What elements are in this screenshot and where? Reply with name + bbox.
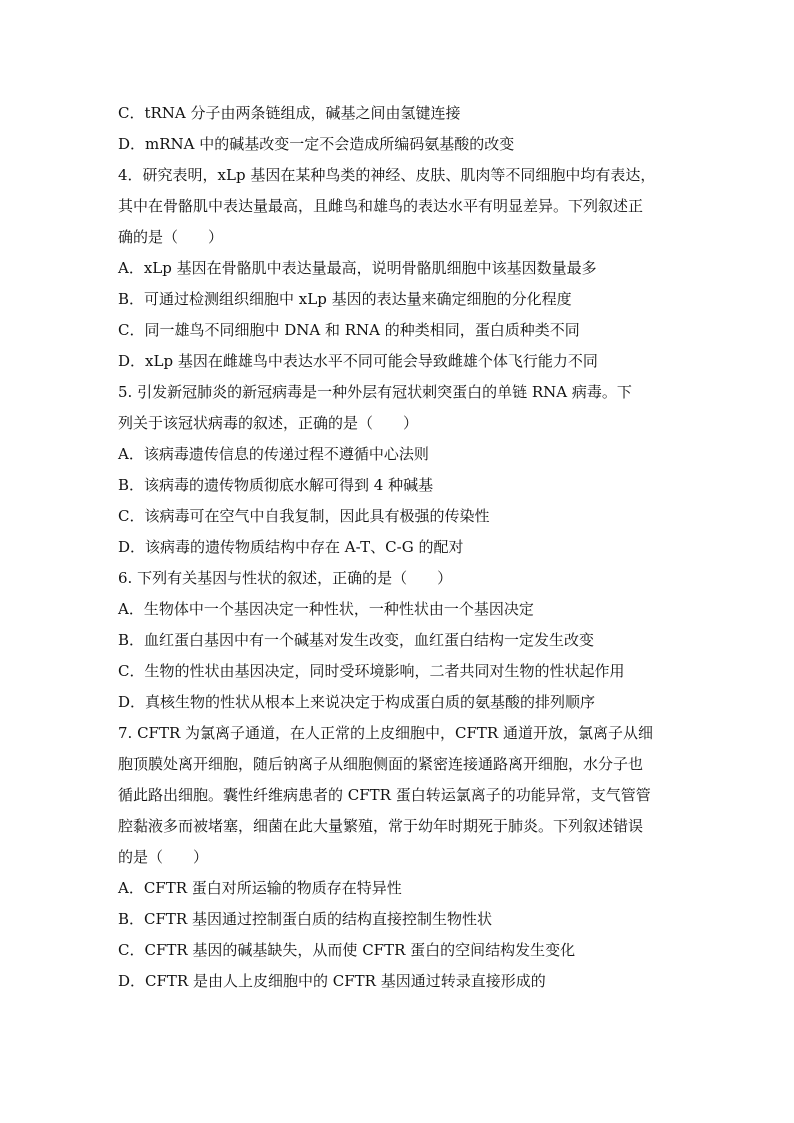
q7-stem-line-1: 7. CFTR 为氯离子通道，在人正常的上皮细胞中，CFTR 通道开放，氯离子从细	[118, 724, 653, 742]
q7-stem-line-5: 的是（ ）	[118, 848, 209, 866]
q7-option-b: B．CFTR 基因通过控制蛋白质的结构直接控制生物性状	[118, 910, 492, 928]
q7-stem-line-3: 循此路出细胞。囊性纤维病患者的 CFTR 蛋白转运氯离子的功能异常，支气管管	[118, 786, 651, 804]
q6-option-c: C．生物的性状由基因决定，同时受环境影响，二者共同对生物的性状起作用	[118, 662, 625, 680]
q4-option-d: D．xLp 基因在雌雄鸟中表达水平不同可能会导致雌雄个体飞行能力不同	[118, 352, 598, 370]
q7-option-a: A．CFTR 蛋白对所运输的物质存在特异性	[118, 879, 402, 897]
q5-option-a: A．该病毒遗传信息的传递过程不遵循中心法则	[118, 445, 429, 463]
document-body	[118, 98, 678, 997]
q5-option-d: D．该病毒的遗传物质结构中存在 A-T、C-G 的配对	[118, 538, 464, 556]
q6-option-d: D．真核生物的性状从根本上来说决定于构成蛋白质的氨基酸的排列顺序	[118, 693, 596, 711]
q5-option-b: B．该病毒的遗传物质彻底水解可得到 4 种碱基	[118, 476, 434, 494]
q6-option-b: B．血红蛋白基因中有一个碱基对发生改变，血红蛋白结构一定发生改变	[118, 631, 595, 649]
q7-stem-line-2: 胞顶膜处离开细胞，随后钠离子从细胞侧面的紧密连接通路离开细胞，水分子也	[118, 755, 644, 773]
q4-stem-line-1: 4．研究表明，xLp 基因在某种鸟类的神经、皮肤、肌肉等不同细胞中均有表达，	[118, 166, 656, 184]
q4-option-c: C．同一雄鸟不同细胞中 DNA 和 RNA 的种类相同，蛋白质种类不同	[118, 321, 580, 339]
q4-stem-line-2: 其中在骨骼肌中表达量最高，且雌鸟和雄鸟的表达水平有明显差异。下列叙述正	[118, 197, 644, 215]
q4-option-b: B．可通过检测组织细胞中 xLp 基因的表达量来确定细胞的分化程度	[118, 290, 572, 308]
q3-option-d: D．mRNA 中的碱基改变一定不会造成所编码氨基酸的改变	[118, 135, 515, 153]
q6-option-a: A．生物体中一个基因决定一种性状，一种性状由一个基因决定	[118, 600, 534, 618]
q7-stem-line-4: 腔黏液多而被堵塞，细菌在此大量繁殖，常于幼年时期死于肺炎。下列叙述错误	[118, 817, 644, 835]
q5-stem-line-1: 5. 引发新冠肺炎的新冠病毒是一种外层有冠状刺突蛋白的单链 RNA 病毒。下	[118, 383, 632, 401]
q7-option-c: C．CFTR 基因的碱基缺失，从而使 CFTR 蛋白的空间结构发生变化	[118, 941, 576, 959]
q4-option-a: A．xLp 基因在骨骼肌中表达量最高，说明骨骼肌细胞中该基因数量最多	[118, 259, 597, 277]
q6-stem: 6. 下列有关基因与性状的叙述，正确的是（ ）	[118, 569, 453, 587]
q4-stem-line-3: 确的是（ ）	[118, 228, 224, 246]
q5-option-c: C．该病毒可在空气中自我复制，因此具有极强的传染性	[118, 507, 490, 525]
q3-option-c: C．tRNA 分子由两条链组成，碱基之间由氢键连接	[118, 104, 461, 122]
q7-option-d: D．CFTR 是由人上皮细胞中的 CFTR 基因通过转录直接形成的	[118, 972, 546, 990]
q5-stem-line-2: 列关于该冠状病毒的叙述，正确的是（ ）	[118, 414, 419, 432]
